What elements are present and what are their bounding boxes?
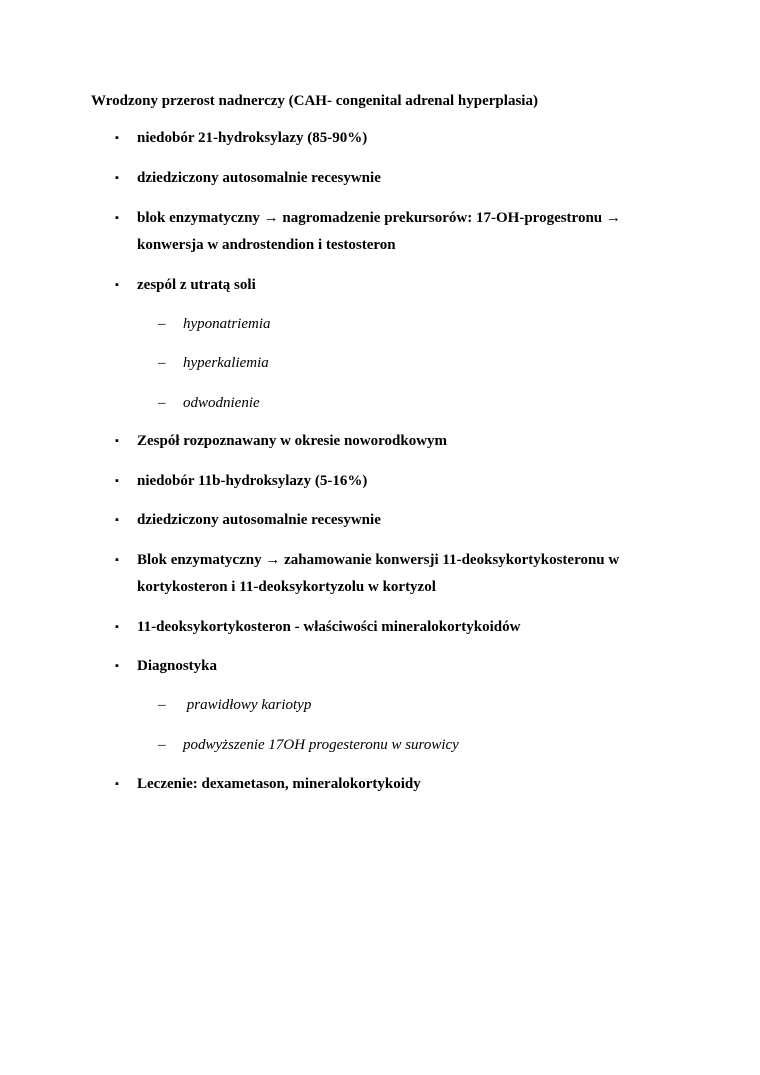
bullet-icon: ▪ — [115, 279, 119, 291]
bullet-icon: ▪ — [115, 132, 119, 144]
dash-icon: – — [158, 697, 166, 713]
bullet-icon: ▪ — [115, 660, 119, 672]
bullet-icon: ▪ — [115, 621, 119, 633]
bullet-icon: ▪ — [115, 514, 119, 526]
bullet-icon: ▪ — [115, 554, 119, 566]
bullet-icon: ▪ — [115, 778, 119, 790]
dash-icon: – — [158, 355, 166, 371]
bullet-icon: ▪ — [115, 212, 119, 224]
bullet-icon: ▪ — [115, 435, 119, 447]
dash-icon: – — [158, 316, 166, 332]
bullet-icon: ▪ — [115, 475, 119, 487]
document-title: Wrodzony przerost nadnerczy (CAH- congenital adrenal hyperplasia) — [91, 93, 538, 109]
dash-icon: – — [158, 737, 166, 753]
dash-icon: – — [158, 395, 166, 411]
bullet-icon: ▪ — [115, 172, 119, 184]
